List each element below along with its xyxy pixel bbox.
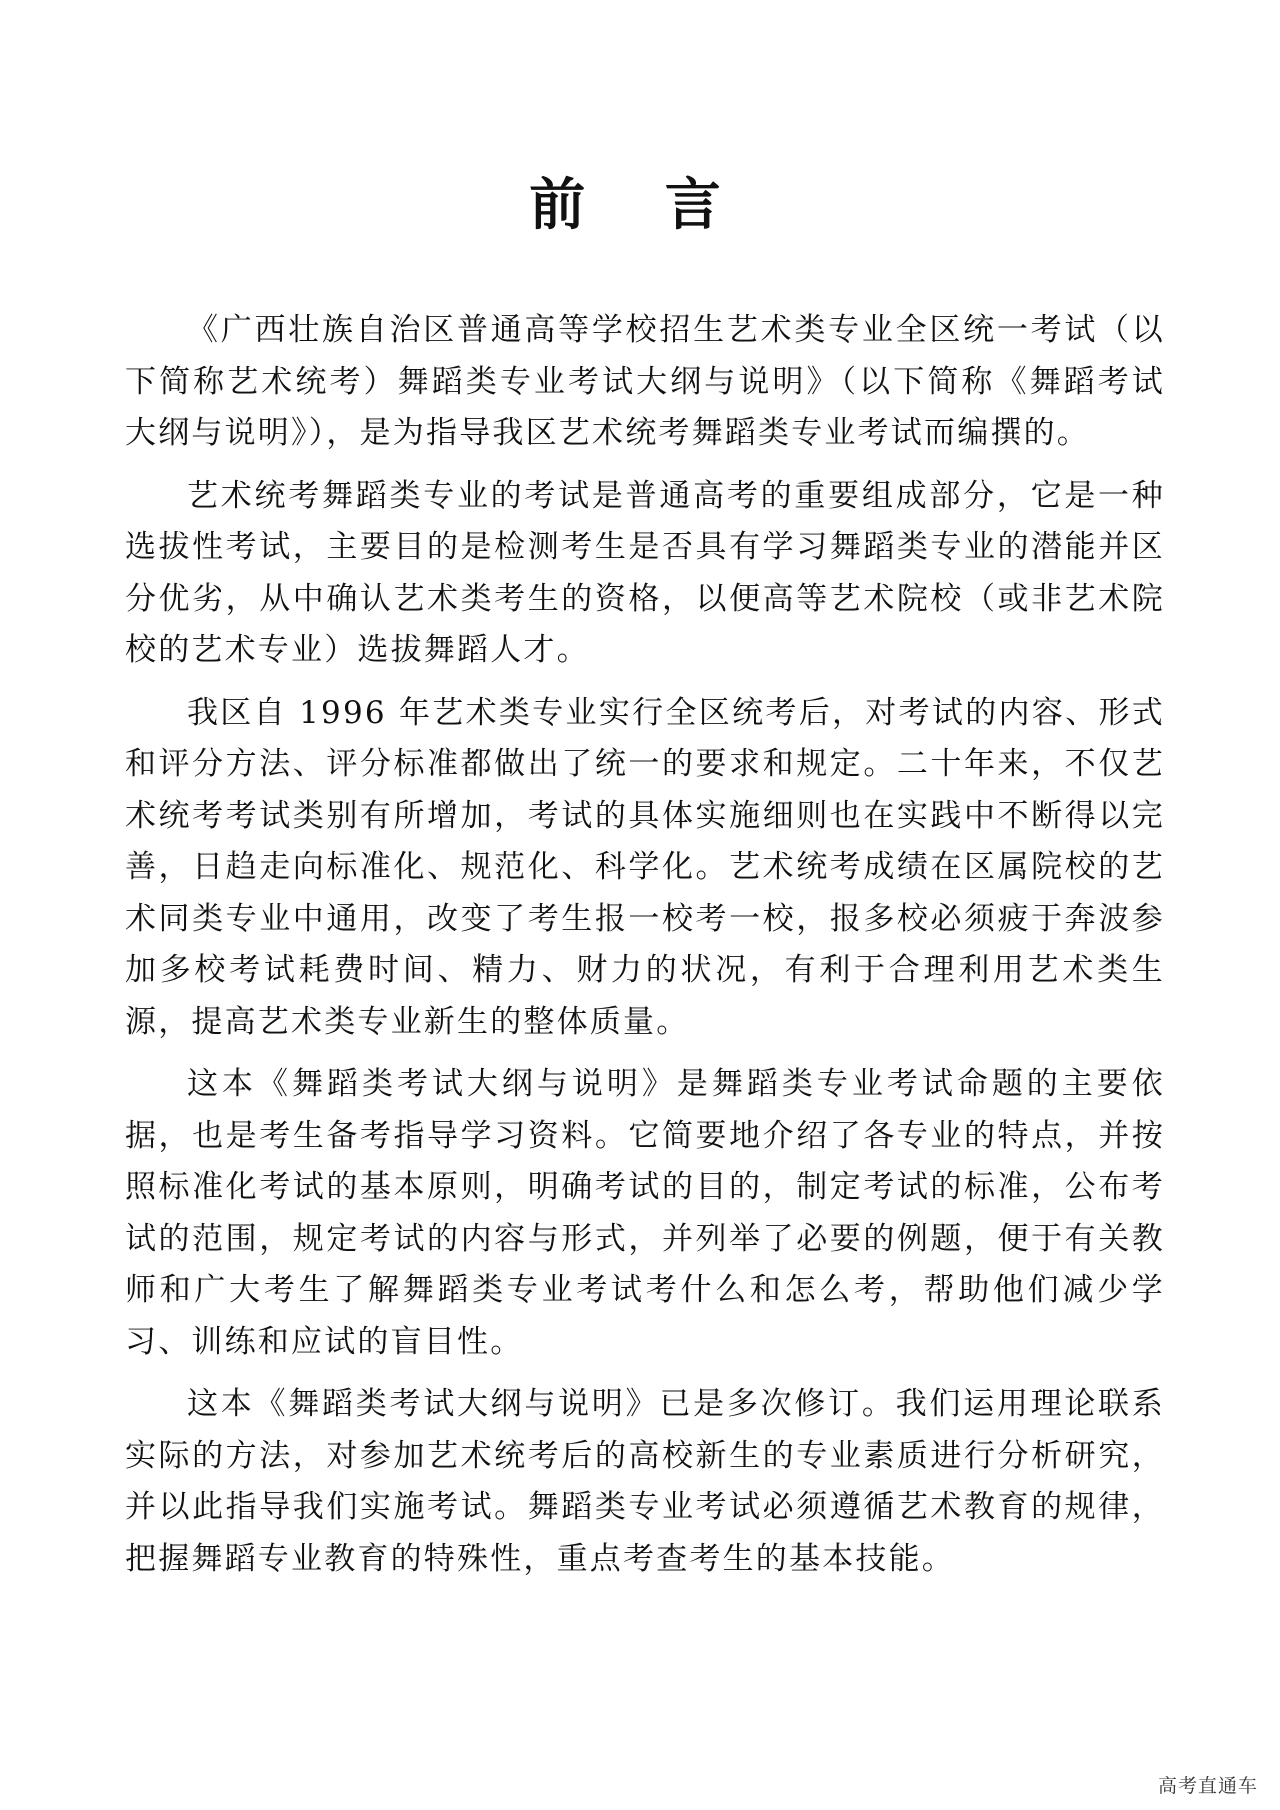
paragraph-4: 这本《舞蹈类考试大纲与说明》是舞蹈类专业考试命题的主要依据，也是考生备考指导学习资料。它简要地介绍了各专业的特点，并按照标准化考试的基本原则，明确考试的目的，制定考试的标准，公布考试的范围，规定考试的内容与形式，并列举了必要的例题，便于有关教师和广大考生了解舞蹈类专业考试考什么和怎么考，帮助他们减少学习、训练和应试的盲目性。: [125, 1066, 1165, 1360]
document-body: [125, 305, 1165, 1596]
paragraph-5: 这本《舞蹈类考试大纲与说明》已是多次修订。我们运用理论联系实际的方法，对参加艺术统考后的高校新生的专业素质进行分析研究，并以此指导我们实施考试。舞蹈类专业考试必须遵循艺术教育的规律，把握舞蹈专业教育的特殊性，重点考查考生的基本技能。: [125, 1386, 1165, 1577]
paragraph-3: 我区自 1996 年艺术类专业实行全区统考后，对考试的内容、形式和评分方法、评分标准都做出了统一的要求和规定。二十年来，不仅艺术统考考试类别有所增加，考试的具体实施细则也在实践中不断得以完善，日趋走向标准化、规范化、科学化。艺术统考成绩在区属院校的艺术同类专业中通用，改变了考生报一校考一校，报多校必须疲于奔波参加多校考试耗费时间、精力、财力的状况，有利于合理利用艺术类生源，提高艺术类专业新生的整体质量。: [125, 694, 1165, 1040]
paragraph-1: 《广西壮族自治区普通高等学校招生艺术类专业全区统一考试（以下简称艺术统考）舞蹈类专业考试大纲与说明》（以下简称《舞蹈考试大纲与说明》），是为指导我区艺术统考舞蹈类专业考试而编撰的。: [125, 312, 1165, 451]
watermark-text: 高考直通车: [1157, 1775, 1258, 1797]
page-title: 前 言: [529, 172, 751, 238]
paragraph-2: 艺术统考舞蹈类专业的考试是普通高考的重要组成部分，它是一种选拔性考试，主要目的是检测考生是否具有学习舞蹈类专业的潜能并区分优劣，从中确认艺术类考生的资格，以便高等艺术院校（或非艺术院校的艺术专业）选拔舞蹈人才。: [125, 477, 1165, 668]
